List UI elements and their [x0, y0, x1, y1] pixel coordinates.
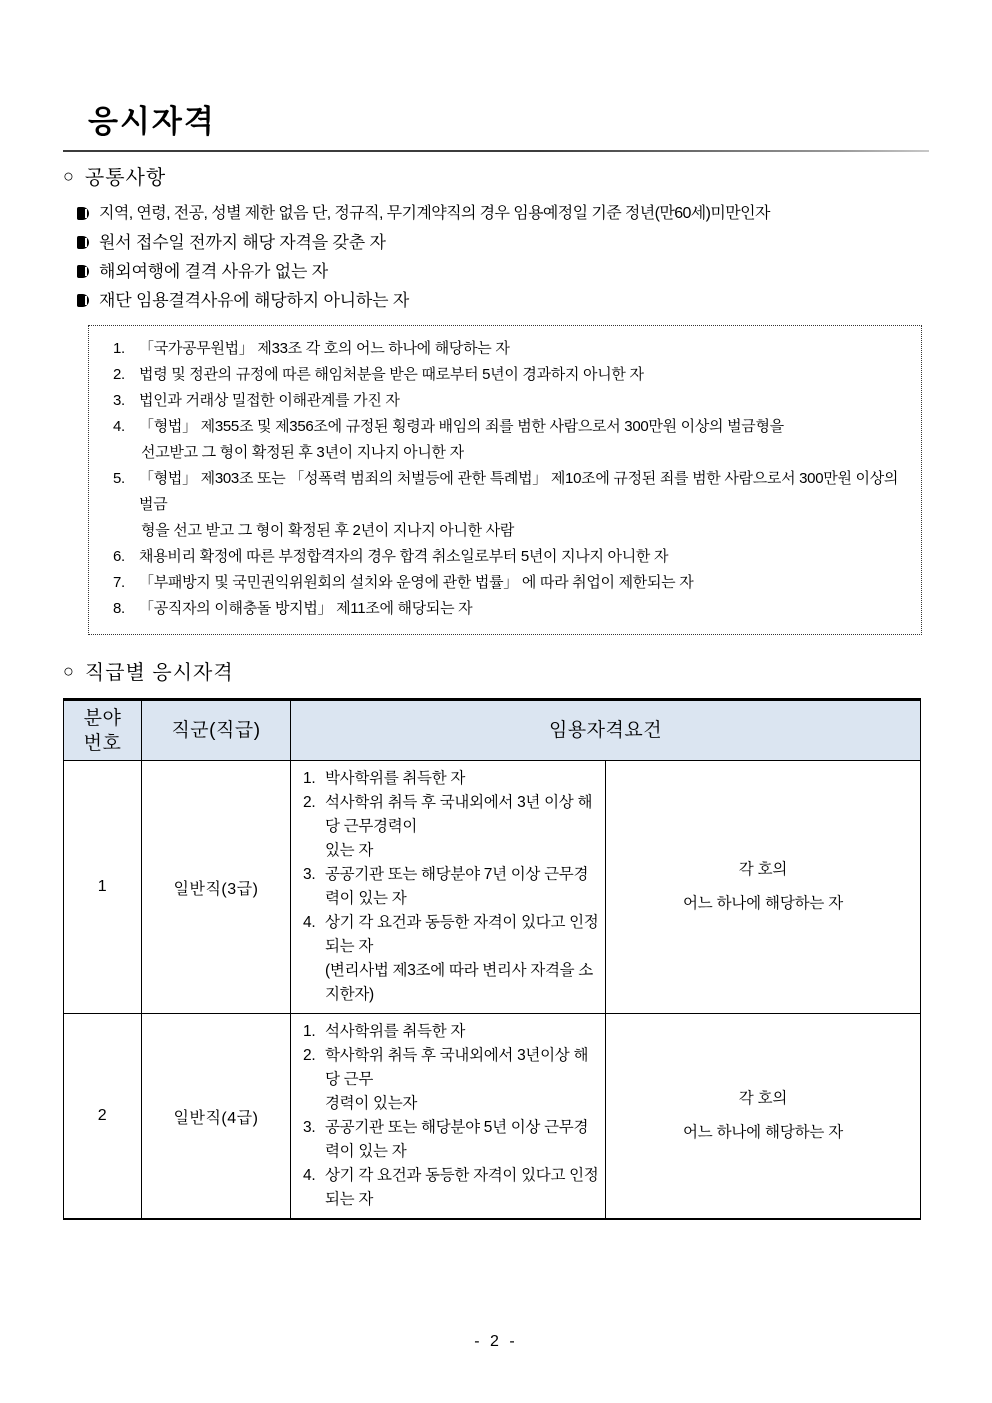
requirement-item: 1. 석사학위를 취득한 자: [303, 1023, 466, 1040]
list-item: [113, 544, 913, 570]
table-header-row: [64, 700, 921, 761]
disqualification-box: [88, 325, 922, 635]
section-heading-common: [63, 161, 929, 190]
list-item: [77, 257, 929, 286]
item-text: 법인과 거래상 밀접한 이해관계를 가진 자: [139, 392, 400, 409]
section-heading-grade-label: 직급별 응시자격: [84, 662, 234, 684]
page-content: [0, 96, 992, 1220]
page-number: - 2 -: [474, 1333, 518, 1350]
item-number: 8.: [113, 600, 125, 617]
requirement-item: 3. 공공기관 또는 해당분야 7년 이상 근무경력이 있는 자: [303, 866, 589, 907]
page-title: 응시자격: [88, 104, 216, 139]
list-item: [113, 362, 913, 388]
cell-requirements: [291, 1014, 606, 1220]
cell-requirements: [291, 761, 606, 1014]
section-heading-grade: [63, 656, 929, 685]
item-number: 6.: [113, 548, 125, 565]
list-item: [113, 388, 913, 414]
item-number: 1.: [113, 340, 125, 357]
requirement-item: 2. 학사학위 취득 후 국내외에서 3년이상 해당 근무 경력이 있는자: [303, 1047, 589, 1112]
cell-job-group: 일반직(4급): [142, 1014, 291, 1220]
header-qualification: 임용자격요건: [291, 700, 921, 761]
item-number: 5.: [113, 470, 125, 487]
item-text: 채용비리 확정에 따른 부정합격자의 경우 합격 취소일로부터 5년이 지나지 아니한 자: [139, 548, 669, 565]
item-text: 「부패방지 및 국민권익위원회의 설치와 운영에 관한 법률」 에 따라 취업이 제한되는 자: [139, 574, 694, 591]
item-number: 3.: [113, 392, 125, 409]
requirement-item: 2. 석사학위 취득 후 국내외에서 3년 이상 해당 근무경력이 있는 자: [303, 794, 593, 859]
bullet-text: 원서 접수일 전까지 해당 자격을 갖춘 자: [99, 233, 386, 252]
bullet-icon: [77, 265, 89, 278]
item-text: 「공직자의 이해충돌 방지법」 제11조에 해당되는 자: [139, 600, 473, 617]
requirement-item: 1. 박사학위를 취득한 자: [303, 770, 466, 787]
cell-note: 각 호의 어느 하나에 해당하는 자: [606, 1014, 921, 1220]
list-item: [113, 570, 913, 596]
section-heading-common-label: 공통사항: [84, 167, 167, 189]
circle-bullet-icon: ○: [63, 660, 75, 681]
qualification-table: [63, 698, 921, 1220]
bullet-icon: [77, 236, 89, 249]
bullet-icon: [77, 207, 89, 220]
cell-field-number: 2: [64, 1014, 142, 1220]
bullet-text: 해외여행에 결격 사유가 없는 자: [99, 262, 328, 281]
item-text: 「국가공무원법」 제33조 각 호의 어느 하나에 해당하는 자: [139, 340, 510, 357]
circle-bullet-icon: ○: [63, 165, 75, 186]
bullet-text: 재단 임용결격사유에 해당하지 아니하는 자: [99, 291, 410, 310]
list-item: [113, 466, 913, 544]
list-item: [113, 414, 913, 466]
list-item: [113, 596, 913, 622]
requirement-item: 3. 공공기관 또는 해당분야 5년 이상 근무경력이 있는 자: [303, 1119, 589, 1160]
cell-job-group: 일반직(3급): [142, 761, 291, 1014]
item-number: 7.: [113, 574, 125, 591]
header-job-group: 직군(직급): [142, 700, 291, 761]
table-header: [64, 700, 921, 761]
item-text: 법령 및 정관의 규정에 따른 해임처분을 받은 때로부터 5년이 경과하지 아니한 자: [139, 366, 644, 383]
requirement-item: 4. 상기 각 요건과 동등한 자격이 있다고 인정되는 자: [303, 1167, 599, 1208]
common-bullet-list: [77, 199, 929, 315]
cell-note: 각 호의 어느 하나에 해당하는 자: [606, 761, 921, 1014]
table-row: [64, 1014, 921, 1220]
list-item: [77, 199, 929, 228]
header-field-number: 분야 번호: [64, 700, 142, 761]
bullet-icon: [77, 294, 89, 307]
requirement-item: 4. 상기 각 요건과 동등한 자격이 있다고 인정되는 자 (변리사법 제3조에 따라 변리사 자격을 소지한자): [303, 914, 599, 1003]
bullet-text: 지역, 연령, 전공, 성별 제한 없음 단, 정규직, 무기계약직의 경우 임용예정일 기준 정년(만60세)미만인자: [99, 205, 770, 222]
cell-field-number: 1: [64, 761, 142, 1014]
title-underline: [63, 150, 929, 152]
list-item: [77, 228, 929, 257]
table-row: [64, 761, 921, 1014]
item-number: 4.: [113, 418, 125, 435]
table-body: [64, 761, 921, 1220]
item-text: 「형법」 제303조 또는 「성폭력 범죄의 처벌등에 관한 특례법」 제10조에 규정된 죄를 범한 사람으로서 300만원 이상의 벌금 형을 선고 받고 그 형이 확정된 후 2년이 지나지 아니한 사람: [139, 470, 899, 539]
item-text: 「형법」 제355조 및 제356조에 규정된 횡령과 배임의 죄를 범한 사람으로서 300만원 이상의 벌금형을 선고받고 그 형이 확정된 후 3년이 지나지 아니한 자: [139, 418, 784, 461]
list-item: [77, 286, 929, 315]
list-item: [113, 336, 913, 362]
item-number: 2.: [113, 366, 125, 383]
